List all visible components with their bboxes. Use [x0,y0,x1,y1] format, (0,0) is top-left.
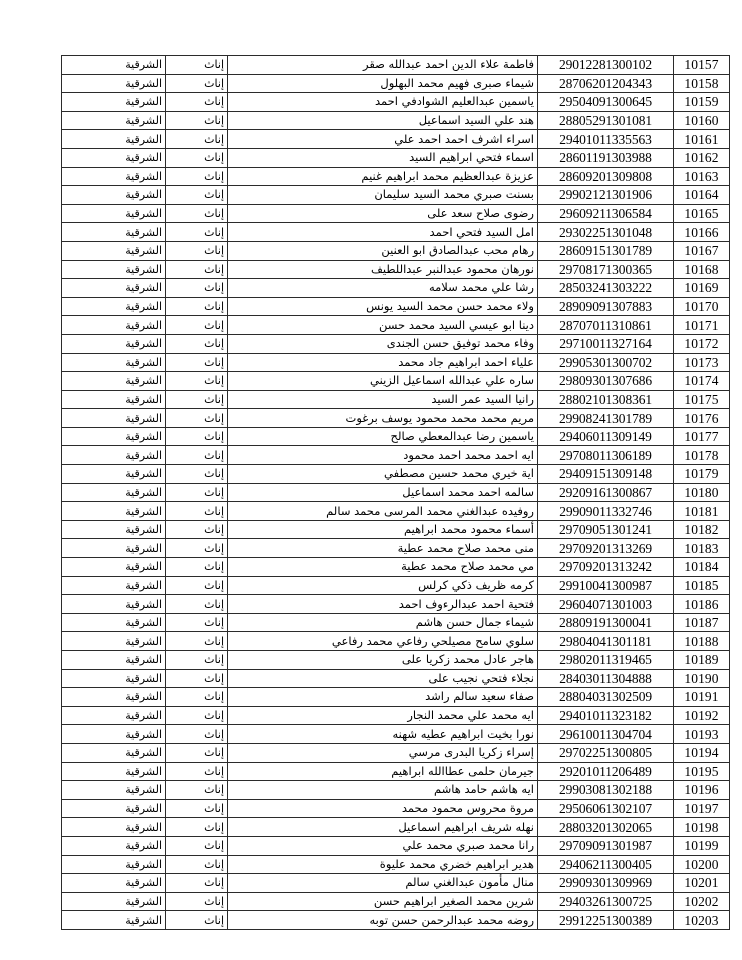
cell-national-id: 29401011335563 [538,130,674,149]
cell-gender: إناث [166,874,228,893]
cell-national-id: 29401011323182 [538,706,674,725]
cell-serial-number: 10158 [674,74,730,93]
table-row [62,74,730,93]
cell-full-name: صفاء سعيد سالم راشد [228,688,538,707]
cell-gender: إناث [166,93,228,112]
table-row [62,111,730,130]
cell-gender: إناث [166,706,228,725]
cell-governorate: الشرقية [62,669,166,688]
cell-governorate: الشرقية [62,390,166,409]
cell-governorate: الشرقية [62,836,166,855]
cell-full-name: فاطمة علاء الدين احمد عبدالله صقر [228,56,538,75]
table-row [62,725,730,744]
cell-full-name: هدير ابراهيم خضري محمد عليوة [228,855,538,874]
cell-governorate: الشرقية [62,539,166,558]
cell-full-name: شرين محمد الصغير ابراهيم حسن [228,892,538,911]
table-row [62,390,730,409]
cell-gender: إناث [166,204,228,223]
cell-gender: إناث [166,483,228,502]
table-row [62,651,730,670]
cell-full-name: اسراء اشرف احمد احمد علي [228,130,538,149]
table-row [62,836,730,855]
cell-full-name: سالمه احمد محمد اسماعيل [228,483,538,502]
cell-governorate: الشرقية [62,762,166,781]
cell-serial-number: 10160 [674,111,730,130]
cell-serial-number: 10176 [674,409,730,428]
cell-serial-number: 10202 [674,892,730,911]
table-row [62,297,730,316]
cell-serial-number: 10195 [674,762,730,781]
table-row [62,818,730,837]
cell-gender: إناث [166,669,228,688]
cell-governorate: الشرقية [62,297,166,316]
cell-national-id: 29709091301987 [538,836,674,855]
cell-full-name: شيماء جمال حسن هاشم [228,613,538,632]
cell-national-id: 28809191300041 [538,613,674,632]
cell-full-name: ياسمين رضا عبدالمعطي صالح [228,427,538,446]
cell-governorate: الشرقية [62,706,166,725]
cell-full-name: شيماء صبرى فهيم محمد البهلول [228,74,538,93]
table-row [62,706,730,725]
cell-serial-number: 10166 [674,223,730,242]
cell-gender: إناث [166,130,228,149]
cell-full-name: مريم محمد محمد محمود يوسف برغوت [228,409,538,428]
cell-full-name: ايه احمد محمد احمد محمود [228,446,538,465]
cell-full-name: اية خيري محمد حسين مصطفي [228,465,538,484]
cell-national-id: 29209161300867 [538,483,674,502]
cell-serial-number: 10167 [674,241,730,260]
cell-serial-number: 10196 [674,781,730,800]
cell-full-name: عزيزة عبدالعظيم محمد ابراهيم غنيم [228,167,538,186]
cell-national-id: 29804041301181 [538,632,674,651]
cell-national-id: 29909011332746 [538,502,674,521]
cell-full-name: علياء احمد ابراهيم جاد محمد [228,353,538,372]
cell-gender: إناث [166,855,228,874]
cell-governorate: الشرقية [62,223,166,242]
cell-governorate: الشرقية [62,799,166,818]
table-row [62,669,730,688]
cell-governorate: الشرقية [62,74,166,93]
cell-full-name: رضوى صلاح سعد على [228,204,538,223]
cell-serial-number: 10198 [674,818,730,837]
table-row [62,799,730,818]
cell-gender: إناث [166,279,228,298]
cell-serial-number: 10190 [674,669,730,688]
cell-national-id: 29910041300987 [538,576,674,595]
cell-national-id: 29902121301906 [538,186,674,205]
cell-gender: إناث [166,558,228,577]
cell-full-name: نجلاء فتحي نجيب على [228,669,538,688]
cell-full-name: ساره علي عبدالله اسماعيل الزيني [228,372,538,391]
cell-serial-number: 10163 [674,167,730,186]
cell-gender: إناث [166,539,228,558]
cell-serial-number: 10203 [674,911,730,930]
cell-gender: إناث [166,186,228,205]
cell-full-name: إسراء زكريا البدرى مرسي [228,743,538,762]
cell-full-name: دينا ابو عيسي السيد محمد حسن [228,316,538,335]
table-row [62,186,730,205]
table-row [62,520,730,539]
table-row [62,632,730,651]
cell-serial-number: 10191 [674,688,730,707]
cell-full-name: مي محمد صلاح محمد عطية [228,558,538,577]
cell-governorate: الشرقية [62,372,166,391]
cell-governorate: الشرقية [62,576,166,595]
cell-national-id: 29504091300645 [538,93,674,112]
cell-governorate: الشرقية [62,334,166,353]
cell-gender: إناث [166,465,228,484]
cell-serial-number: 10194 [674,743,730,762]
cell-full-name: نورهان محمود عبدالنبر عبداللطيف [228,260,538,279]
cell-national-id: 28909091307883 [538,297,674,316]
cell-national-id: 29709201313269 [538,539,674,558]
cell-governorate: الشرقية [62,725,166,744]
cell-full-name: اسماء فتحي ابراهيم السيد [228,148,538,167]
table-row [62,241,730,260]
cell-national-id: 29406011309149 [538,427,674,446]
cell-serial-number: 10189 [674,651,730,670]
cell-national-id: 28802101308361 [538,390,674,409]
cell-national-id: 29406211300405 [538,855,674,874]
table-row [62,781,730,800]
cell-gender: إناث [166,297,228,316]
cell-gender: إناث [166,520,228,539]
table-row [62,465,730,484]
table-row [62,409,730,428]
cell-serial-number: 10159 [674,93,730,112]
cell-governorate: الشرقية [62,818,166,837]
cell-national-id: 29905301300702 [538,353,674,372]
table-row [62,483,730,502]
table-row [62,446,730,465]
cell-governorate: الشرقية [62,613,166,632]
cell-national-id: 29802011319465 [538,651,674,670]
cell-serial-number: 10165 [674,204,730,223]
cell-governorate: الشرقية [62,427,166,446]
cell-full-name: جيرمان حلمى عطاالله ابراهيم [228,762,538,781]
cell-governorate: الشرقية [62,688,166,707]
table-row [62,130,730,149]
cell-governorate: الشرقية [62,130,166,149]
cell-governorate: الشرقية [62,502,166,521]
cell-gender: إناث [166,316,228,335]
cell-national-id: 29012281300102 [538,56,674,75]
cell-serial-number: 10178 [674,446,730,465]
cell-national-id: 29609211306584 [538,204,674,223]
table-row [62,502,730,521]
table-row [62,855,730,874]
cell-serial-number: 10170 [674,297,730,316]
cell-serial-number: 10162 [674,148,730,167]
table-row [62,353,730,372]
cell-serial-number: 10197 [674,799,730,818]
cell-governorate: الشرقية [62,892,166,911]
cell-serial-number: 10173 [674,353,730,372]
cell-national-id: 29912251300389 [538,911,674,930]
table-row [62,595,730,614]
cell-governorate: الشرقية [62,204,166,223]
cell-full-name: ايه محمد علي محمد النجار [228,706,538,725]
cell-national-id: 29903081302188 [538,781,674,800]
table-row [62,260,730,279]
cell-gender: إناث [166,111,228,130]
table-row [62,743,730,762]
cell-national-id: 29610011304704 [538,725,674,744]
cell-national-id: 29908241301789 [538,409,674,428]
cell-governorate: الشرقية [62,595,166,614]
table-row [62,372,730,391]
cell-governorate: الشرقية [62,781,166,800]
roster-table-container [62,55,730,930]
cell-serial-number: 10200 [674,855,730,874]
cell-serial-number: 10183 [674,539,730,558]
cell-serial-number: 10184 [674,558,730,577]
cell-gender: إناث [166,241,228,260]
cell-gender: إناث [166,892,228,911]
cell-full-name: أسماء محمود محمد ابراهيم [228,520,538,539]
cell-national-id: 29709201313242 [538,558,674,577]
cell-national-id: 28609151301789 [538,241,674,260]
cell-governorate: الشرقية [62,353,166,372]
cell-gender: إناث [166,148,228,167]
cell-serial-number: 10201 [674,874,730,893]
cell-national-id: 29403261300725 [538,892,674,911]
cell-national-id: 29409151309148 [538,465,674,484]
cell-national-id: 29708171300365 [538,260,674,279]
cell-gender: إناث [166,911,228,930]
cell-gender: إناث [166,56,228,75]
cell-governorate: الشرقية [62,446,166,465]
cell-gender: إناث [166,334,228,353]
cell-serial-number: 10169 [674,279,730,298]
table-row [62,204,730,223]
cell-full-name: امل السيد فتحي احمد [228,223,538,242]
cell-gender: إناث [166,427,228,446]
cell-governorate: الشرقية [62,316,166,335]
cell-serial-number: 10164 [674,186,730,205]
cell-gender: إناث [166,632,228,651]
cell-serial-number: 10177 [674,427,730,446]
cell-serial-number: 10172 [674,334,730,353]
cell-gender: إناث [166,353,228,372]
cell-national-id: 29506061302107 [538,799,674,818]
table-row [62,93,730,112]
cell-serial-number: 10174 [674,372,730,391]
cell-national-id: 29201011206489 [538,762,674,781]
cell-gender: إناث [166,409,228,428]
cell-full-name: هاجر عادل محمد زكريا على [228,651,538,670]
cell-full-name: فتحية احمد عبدالرءوف احمد [228,595,538,614]
cell-gender: إناث [166,781,228,800]
cell-serial-number: 10193 [674,725,730,744]
cell-full-name: سلوي سامح مصيلحي رفاعي محمد رفاعي [228,632,538,651]
cell-governorate: الشرقية [62,93,166,112]
cell-gender: إناث [166,260,228,279]
cell-full-name: منال مأمون عبدالغني سالم [228,874,538,893]
cell-governorate: الشرقية [62,632,166,651]
table-row [62,279,730,298]
cell-full-name: رانا محمد صبري محمد علي [228,836,538,855]
table-row [62,576,730,595]
cell-gender: إناث [166,390,228,409]
table-row [62,688,730,707]
cell-serial-number: 10180 [674,483,730,502]
cell-full-name: منى محمد صلاح محمد عطية [228,539,538,558]
cell-governorate: الشرقية [62,520,166,539]
cell-gender: إناث [166,762,228,781]
cell-national-id: 28706201204343 [538,74,674,93]
cell-gender: إناث [166,167,228,186]
table-row [62,558,730,577]
cell-national-id: 29709051301241 [538,520,674,539]
cell-serial-number: 10186 [674,595,730,614]
cell-national-id: 28403011304888 [538,669,674,688]
cell-gender: إناث [166,372,228,391]
cell-national-id: 28503241303222 [538,279,674,298]
cell-national-id: 29809301307686 [538,372,674,391]
cell-governorate: الشرقية [62,167,166,186]
cell-gender: إناث [166,743,228,762]
cell-national-id: 28707011310861 [538,316,674,335]
cell-full-name: رانيا السيد عمر السيد [228,390,538,409]
cell-governorate: الشرقية [62,279,166,298]
cell-serial-number: 10171 [674,316,730,335]
table-row [62,911,730,930]
cell-gender: إناث [166,576,228,595]
cell-gender: إناث [166,688,228,707]
table-row [62,613,730,632]
cell-gender: إناث [166,836,228,855]
table-row [62,148,730,167]
cell-gender: إناث [166,446,228,465]
cell-governorate: الشرقية [62,111,166,130]
cell-national-id: 28609201309808 [538,167,674,186]
table-row [62,892,730,911]
cell-serial-number: 10157 [674,56,730,75]
cell-national-id: 29702251300805 [538,743,674,762]
cell-full-name: روفيده عبدالغني محمد المرسى محمد سالم [228,502,538,521]
cell-governorate: الشرقية [62,186,166,205]
cell-serial-number: 10192 [674,706,730,725]
cell-full-name: ولاء محمد حسن محمد السيد يونس [228,297,538,316]
cell-governorate: الشرقية [62,911,166,930]
cell-full-name: نهله شريف ابراهيم اسماعيل [228,818,538,837]
table-row [62,427,730,446]
table-row [62,539,730,558]
cell-governorate: الشرقية [62,874,166,893]
cell-national-id: 29710011327164 [538,334,674,353]
cell-governorate: الشرقية [62,148,166,167]
table-row [62,334,730,353]
cell-governorate: الشرقية [62,651,166,670]
cell-gender: إناث [166,74,228,93]
cell-national-id: 29909301309969 [538,874,674,893]
cell-national-id: 29604071301003 [538,595,674,614]
cell-gender: إناث [166,799,228,818]
cell-gender: إناث [166,502,228,521]
table-row [62,56,730,75]
cell-national-id: 28803201302065 [538,818,674,837]
roster-table-body [62,56,730,930]
roster-table [61,55,730,930]
cell-gender: إناث [166,223,228,242]
cell-serial-number: 10161 [674,130,730,149]
cell-full-name: ايه هاشم حامد هاشم [228,781,538,800]
cell-gender: إناث [166,818,228,837]
cell-serial-number: 10188 [674,632,730,651]
cell-full-name: رهام محب عبدالصادق ابو العنين [228,241,538,260]
cell-serial-number: 10181 [674,502,730,521]
cell-national-id: 28804031302509 [538,688,674,707]
table-row [62,167,730,186]
cell-serial-number: 10179 [674,465,730,484]
cell-governorate: الشرقية [62,260,166,279]
cell-gender: إناث [166,725,228,744]
cell-governorate: الشرقية [62,56,166,75]
table-row [62,762,730,781]
cell-full-name: كرمه ظريف ذكي كرلس [228,576,538,595]
cell-full-name: رشا علي محمد سلامه [228,279,538,298]
table-row [62,316,730,335]
cell-gender: إناث [166,613,228,632]
cell-gender: إناث [166,651,228,670]
cell-serial-number: 10187 [674,613,730,632]
cell-full-name: روضه محمد عبدالرحمن حسن توبه [228,911,538,930]
cell-governorate: الشرقية [62,558,166,577]
cell-full-name: ياسمين عبدالعليم الشوادفي احمد [228,93,538,112]
cell-full-name: وفاء محمد توفيق حسن الجندى [228,334,538,353]
cell-full-name: مروة محروس محمود محمد [228,799,538,818]
cell-national-id: 28601191303988 [538,148,674,167]
cell-governorate: الشرقية [62,409,166,428]
cell-gender: إناث [166,595,228,614]
cell-governorate: الشرقية [62,743,166,762]
cell-governorate: الشرقية [62,855,166,874]
cell-national-id: 28805291301081 [538,111,674,130]
cell-serial-number: 10199 [674,836,730,855]
cell-serial-number: 10182 [674,520,730,539]
cell-full-name: نورا بخيت ابراهيم عطيه شهنه [228,725,538,744]
table-row [62,223,730,242]
cell-governorate: الشرقية [62,241,166,260]
cell-serial-number: 10168 [674,260,730,279]
cell-governorate: الشرقية [62,465,166,484]
cell-full-name: هند علي السيد اسماعيل [228,111,538,130]
cell-serial-number: 10175 [674,390,730,409]
cell-governorate: الشرقية [62,483,166,502]
cell-national-id: 29302251301048 [538,223,674,242]
cell-serial-number: 10185 [674,576,730,595]
cell-full-name: بسنت صبري محمد السيد سليمان [228,186,538,205]
cell-national-id: 29708011306189 [538,446,674,465]
table-row [62,874,730,893]
